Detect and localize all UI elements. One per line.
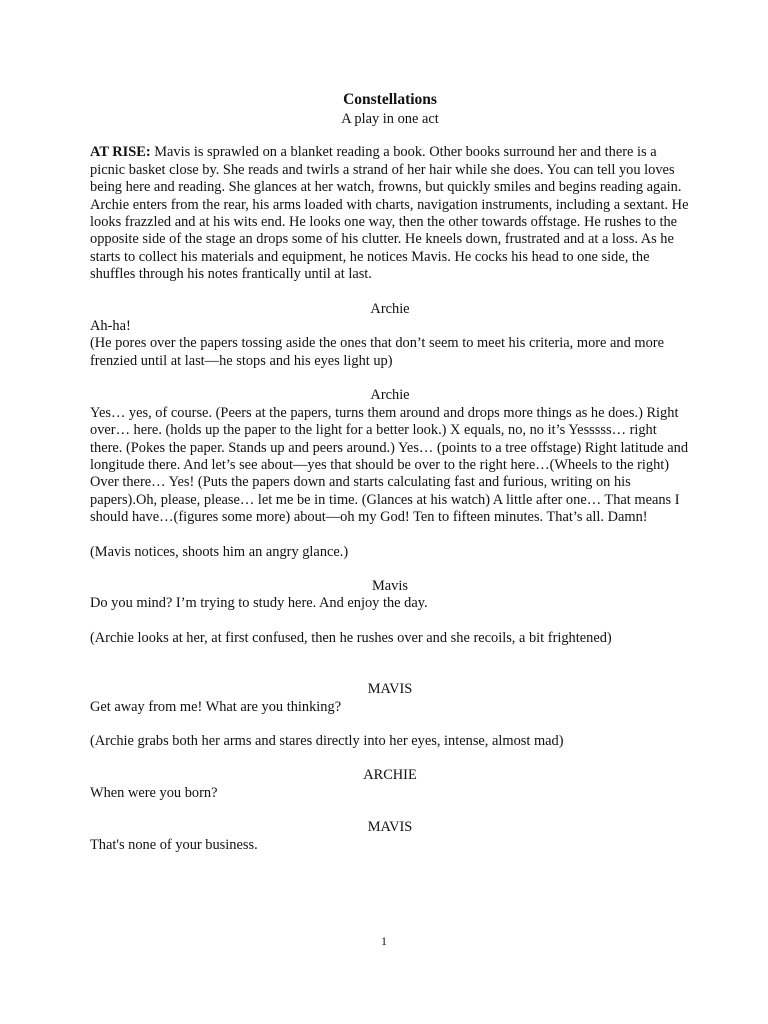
page-content (90, 90, 690, 854)
play-title: Constellations (343, 91, 437, 108)
speaker-name: Archie (370, 300, 410, 317)
page-number: 1 (381, 934, 387, 948)
speaker-name: MAVIS (367, 819, 413, 836)
dialogue-line: When were you born? (90, 784, 218, 801)
stage-direction: (Archie looks at her, at first confused, then he rushes over and she recoils, a bit frightened) (90, 629, 612, 646)
at-rise-label: AT RISE: (90, 144, 151, 161)
stage-direction: (Archie grabs both her arms and stares directly into her eyes, intense, almost mad) (90, 732, 564, 749)
speaker-name: Archie (370, 387, 410, 404)
speaker-name: MAVIS (367, 681, 413, 698)
stage-direction: (He pores over the papers tossing aside the ones that don’t seem to meet his criteria, more and more frenzied until at last—he stops and his eyes light up) (90, 335, 664, 369)
stage-direction: (Mavis notices, shoots him an angry glance.) (90, 543, 349, 560)
speaker-name: Mavis (372, 577, 408, 594)
at-rise-text: Mavis is sprawled on a blanket reading a book. Other books surround her and there is a picnic basket close by. She reads and twirls a strand of her hair while she does. You can tell you loves being here and reading. She glances at her watch, frowns, but quickly smiles and begins reading again. Archie enters from the rear, his arms loaded with charts, navigation instruments, including a sextant. He looks frazzled and at his wits end. He looks one way, then the other towards offstage. He rushes to the opposite side of the stage an drops some of his clutter. He kneels down, frustrated and at a loss. As he starts to collect his materials and equipment, he notices Mavis. He cocks his head to one side, the shuffles through his notes frantically until at last. (90, 144, 689, 283)
dialogue-line: Do you mind? I’m trying to study here. And enjoy the day. (90, 595, 428, 612)
dialogue-line: Ah-ha! (90, 318, 131, 335)
dialogue-line: That's none of your business. (90, 836, 258, 853)
play-subtitle: A play in one act (341, 111, 439, 127)
dialogue-line: Yes… yes, of course. (Peers at the papers, turns them around and drops more things as he does.) Right over… here. (holds up the paper to the light for a better look.) X equals, no, no it’s Yesssss… right there. (Pokes the paper. Stands up and peers around.) Yes… (points to a tree offstage) Right latitude and longitude there. And let’s see about—yes that should be over to the right here…(Wheels to the right) Over there… Yes! (Puts the papers down and starts calculating fast and furious, writing on his papers).Oh, please, please… let me be in time. (Glances at his watch) A little after one… That means I should have…(figures some more) about—oh my God! Ten to fifteen minutes. That’s all. Damn! (90, 404, 689, 526)
dialogue-line: Get away from me! What are you thinking? (90, 698, 342, 715)
at-rise-paragraph (90, 144, 690, 283)
speaker-name: ARCHIE (363, 767, 417, 784)
